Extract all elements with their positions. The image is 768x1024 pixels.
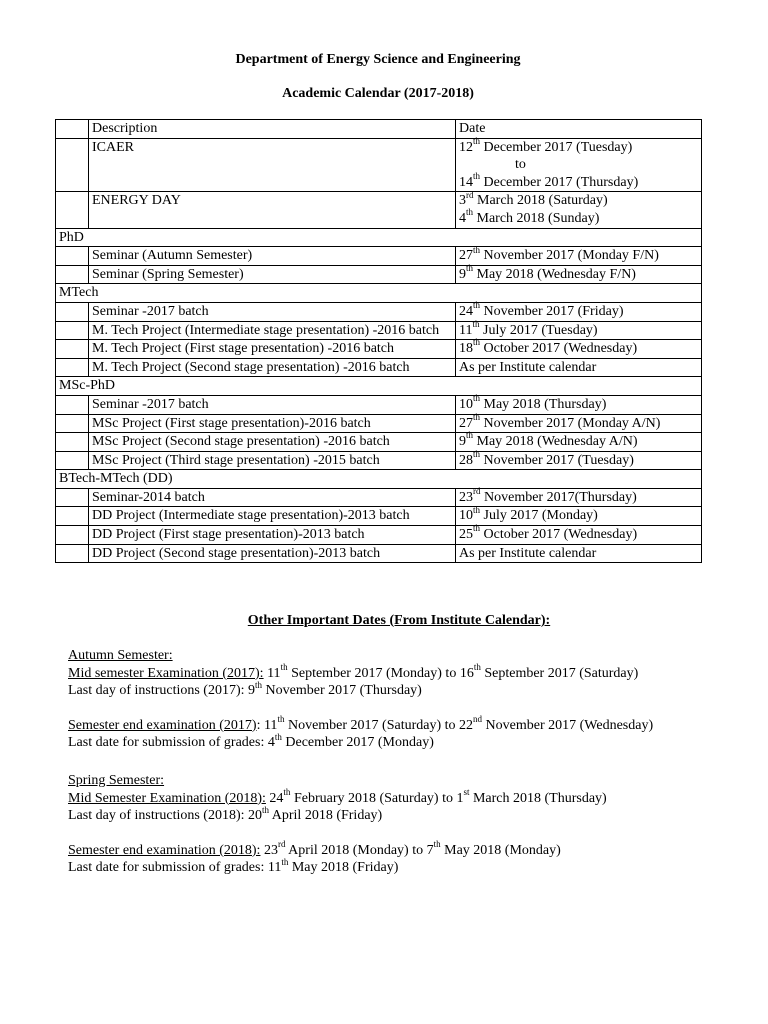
autumn-grades: Last date for submission of grades: 4th December 2017 (Monday) [68, 731, 434, 751]
autumn-block [68, 647, 653, 752]
row-description: DD Project (Intermediate stage presentation)-2013 batch [89, 507, 456, 526]
table-cell [56, 451, 89, 470]
spring-label: Spring Semester: [68, 773, 165, 788]
table-row [56, 488, 702, 507]
other-dates-heading: Other Important Dates (From Institute Calendar): [247, 613, 551, 628]
row-description: MSc Project (Third stage presentation) -2015 batch [89, 451, 456, 470]
table-cell [56, 192, 89, 228]
spring-grades: Last date for submission of grades: 11th May 2018 (Friday) [68, 856, 399, 876]
spring-end-exam: Semester end examination (2018): 23rd April 2018 (Monday) to 7th May 2018 (Monday) [68, 839, 561, 858]
spring-last-instruction: Last day of instructions (2018): 20th April 2018 (Friday) [68, 804, 383, 824]
table-row [56, 321, 702, 340]
spring-mid-exam: Mid Semester Examination (2018): 24th February 2018 (Saturday) to 1st March 2018 (Thursday) [68, 786, 607, 806]
row-date: As per Institute calendar [456, 358, 702, 377]
row-date: 24th November 2017 (Friday) [456, 302, 702, 321]
row-description: Seminar (Spring Semester) [89, 265, 456, 284]
row-date: 10th July 2017 (Monday) [456, 507, 702, 526]
table-cell [56, 321, 89, 340]
row-date: 23rd November 2017(Thursday) [456, 488, 702, 507]
section-row [56, 470, 702, 489]
row-description: ICAER [89, 138, 456, 192]
row-date: 3rd March 2018 (Saturday) 4th March 2018 (Sunday) [456, 192, 702, 228]
section-row [56, 377, 702, 396]
table-row [56, 138, 702, 192]
section-label: MSc-PhD [56, 377, 702, 396]
row-date: 12th December 2017 (Tuesday) to 14th December 2017 (Thursday) [456, 138, 702, 192]
row-date: 11th July 2017 (Tuesday) [456, 321, 702, 340]
section-label: PhD [56, 228, 702, 247]
table-row [56, 544, 702, 563]
row-description: M. Tech Project (Intermediate stage presentation) -2016 batch [89, 321, 456, 340]
table-row [56, 451, 702, 470]
section-label: BTech-MTech (DD) [56, 470, 702, 489]
table-cell [56, 507, 89, 526]
calendar-title: Academic Calendar (2017-2018) [282, 86, 474, 101]
autumn-mid-exam: Mid semester Examination (2017): 11th September 2017 (Monday) to 16th September 2017 (Saturday) [68, 661, 639, 681]
row-description: MSc Project (Second stage presentation) -2016 batch [89, 433, 456, 452]
table-cell [56, 488, 89, 507]
table-row [56, 192, 702, 228]
table-row [56, 340, 702, 359]
row-date: As per Institute calendar [456, 544, 702, 563]
table-row [56, 507, 702, 526]
row-date: 27th November 2017 (Monday F/N) [456, 247, 702, 266]
table-cell [56, 120, 89, 139]
row-description: Seminar-2014 batch [89, 488, 456, 507]
table-cell [56, 433, 89, 452]
calendar-table [55, 119, 702, 563]
row-description: M. Tech Project (First stage presentation) -2016 batch [89, 340, 456, 359]
table-cell [56, 247, 89, 266]
table-cell [56, 265, 89, 284]
row-date: 28th November 2017 (Tuesday) [456, 451, 702, 470]
department-title: Department of Energy Science and Engineering [235, 52, 521, 67]
row-description: MSc Project (First stage presentation)-2016 batch [89, 414, 456, 433]
row-date: 10th May 2018 (Thursday) [456, 395, 702, 414]
table-row [56, 247, 702, 266]
row-description: M. Tech Project (Second stage presentation) -2016 batch [89, 358, 456, 377]
table-cell [56, 302, 89, 321]
table-cell [56, 544, 89, 563]
table-cell [56, 414, 89, 433]
section-label: MTech [56, 284, 702, 303]
row-date: 27th November 2017 (Monday A/N) [456, 414, 702, 433]
table-row [56, 302, 702, 321]
table-cell [56, 358, 89, 377]
table-cell [56, 526, 89, 545]
row-description: ENERGY DAY [89, 192, 456, 228]
row-date: 9th May 2018 (Wednesday A/N) [456, 433, 702, 452]
table-row [56, 395, 702, 414]
section-row [56, 284, 702, 303]
section-row [56, 228, 702, 247]
table-cell [56, 340, 89, 359]
table-row [56, 414, 702, 433]
table-row [56, 265, 702, 284]
row-description: Seminar (Autumn Semester) [89, 247, 456, 266]
row-date: 25th October 2017 (Wednesday) [456, 526, 702, 545]
autumn-label: Autumn Semester: [68, 648, 173, 663]
row-description: Seminar -2017 batch [89, 395, 456, 414]
table-header-row [56, 120, 702, 139]
table-row [56, 358, 702, 377]
row-description: Seminar -2017 batch [89, 302, 456, 321]
row-description: DD Project (Second stage presentation)-2013 batch [89, 544, 456, 563]
row-description: DD Project (First stage presentation)-2013 batch [89, 526, 456, 545]
table-cell [56, 138, 89, 192]
table-cell [56, 395, 89, 414]
autumn-last-instruction: Last day of instructions (2017): 9th November 2017 (Thursday) [68, 679, 422, 699]
header-date: Date [456, 120, 702, 139]
table-row [56, 526, 702, 545]
spring-block [68, 772, 607, 877]
autumn-end-exam: Semester end examination (2017): 11th November 2017 (Saturday) to 22nd November 2017 (Wednesday) [68, 714, 654, 733]
table-row [56, 433, 702, 452]
row-date: 9th May 2018 (Wednesday F/N) [456, 265, 702, 284]
row-date: 18th October 2017 (Wednesday) [456, 340, 702, 359]
header-description: Description [89, 120, 456, 139]
